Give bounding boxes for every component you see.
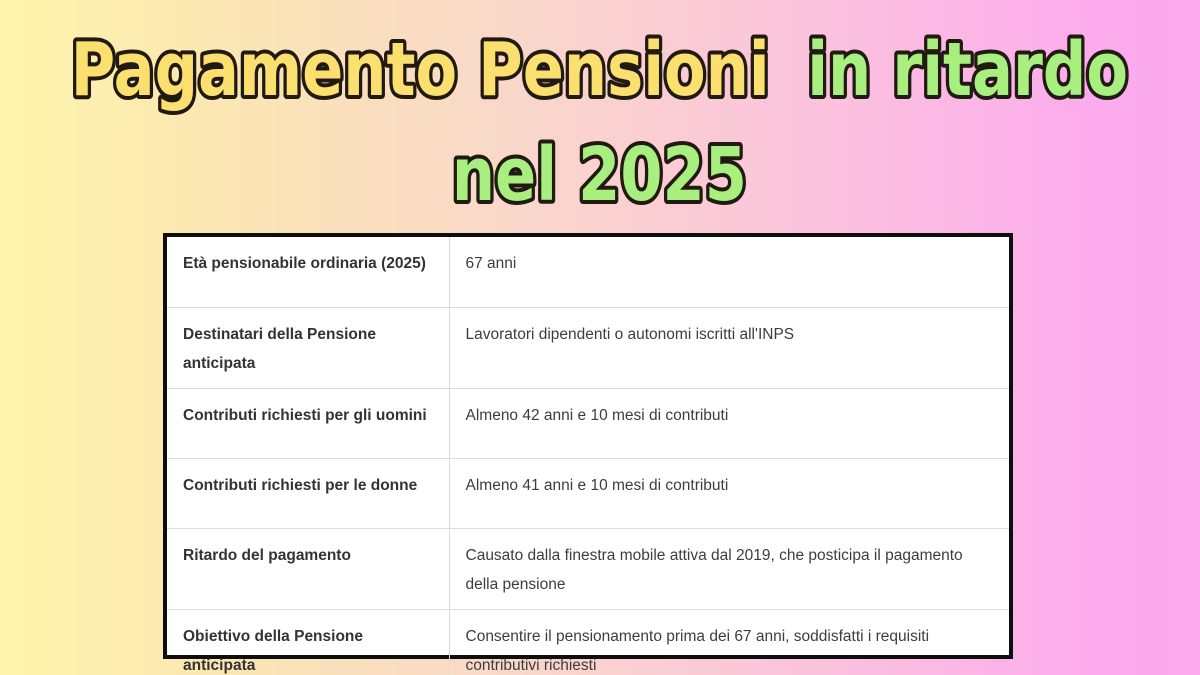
page-title xyxy=(0,0,1200,225)
row-label: Obiettivo della Pensione anticipata xyxy=(167,609,449,675)
title-line-1 xyxy=(71,26,1128,112)
row-value: Almeno 41 anni e 10 mesi di contributi xyxy=(449,458,1009,528)
table-row xyxy=(167,307,1009,388)
row-value: Lavoratori dipendenti o autonomi iscritti all'INPS xyxy=(449,307,1009,388)
row-label: Ritardo del pagamento xyxy=(167,528,449,609)
row-label: Destinatari della Pensione anticipata xyxy=(167,307,449,388)
pension-info-table xyxy=(163,233,1013,674)
row-label: Contributi richiesti per gli uomini xyxy=(167,388,449,458)
table-row xyxy=(167,609,1009,675)
table-row xyxy=(167,388,1009,458)
row-value: 67 anni xyxy=(449,237,1009,307)
table-row xyxy=(167,237,1009,307)
row-value: Almeno 42 anni e 10 mesi di contributi xyxy=(449,388,1009,458)
title-line-2: nel 2025 xyxy=(451,131,747,218)
title-line1-green-part: in ritardo xyxy=(807,26,1129,113)
row-value: Causato dalla finestra mobile attiva dal 2019, che posticipa il pagamento della pensione xyxy=(449,528,1009,609)
title-line1-yellow-part: Pagamento Pensioni xyxy=(70,26,770,113)
row-label: Età pensionabile ordinaria (2025) xyxy=(183,255,426,272)
table-row xyxy=(167,458,1009,528)
row-label: Contributi richiesti per le donne xyxy=(167,458,449,528)
row-value: Consentire il pensionamento prima dei 67 anni, soddisfatti i requisiti contributivi richiesti xyxy=(449,609,1009,675)
table-row xyxy=(167,528,1009,609)
